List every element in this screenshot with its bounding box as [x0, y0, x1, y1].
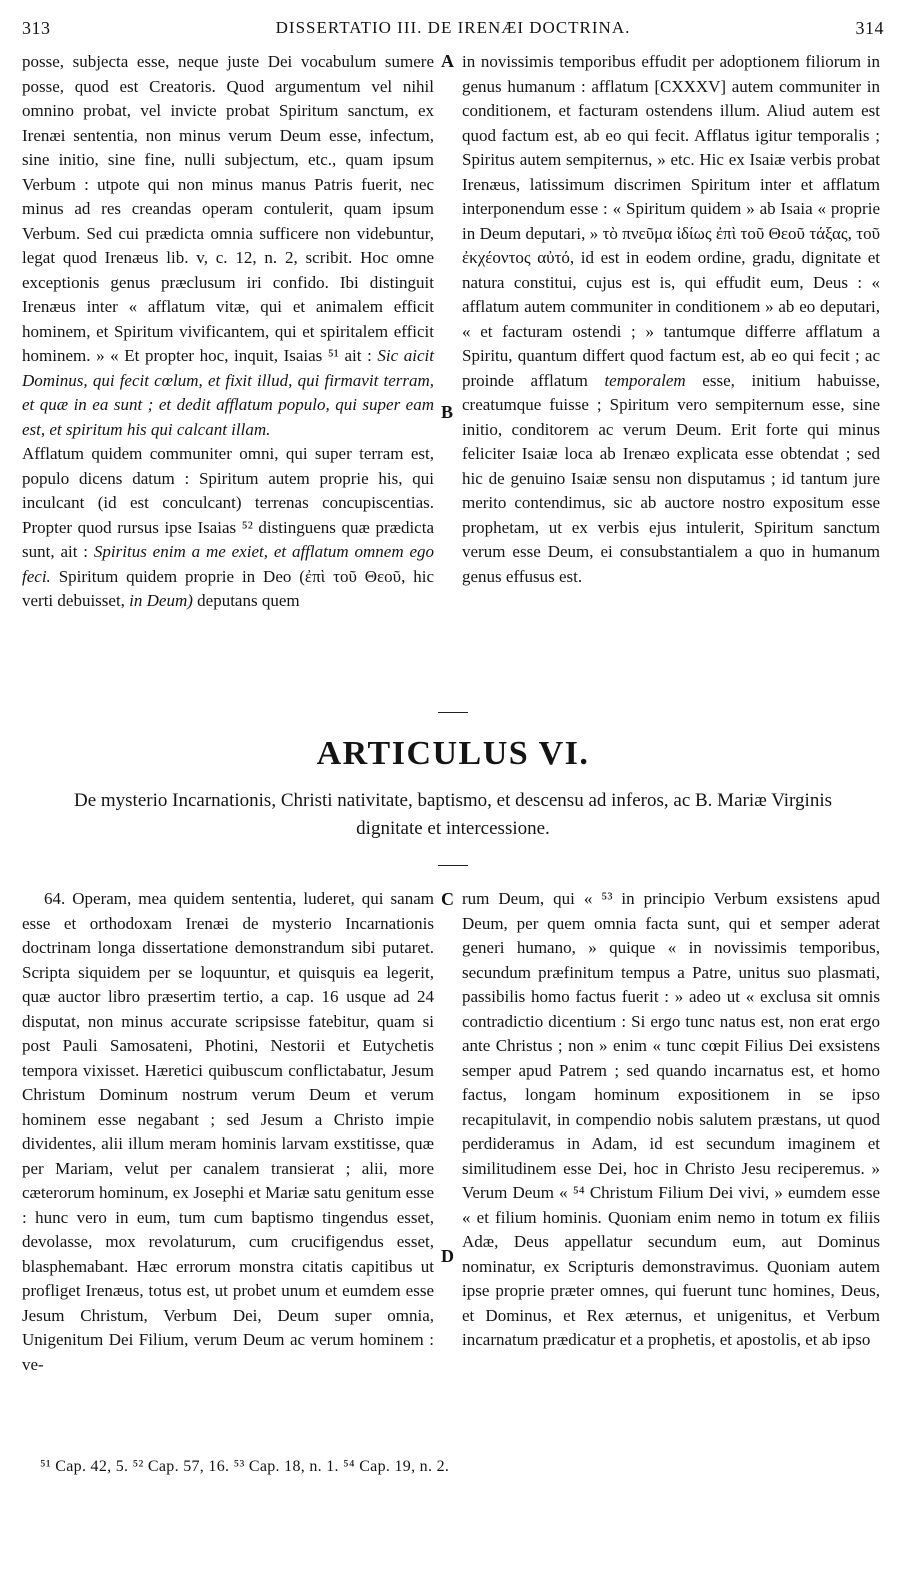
paragraph: Afflatum quidem communiter omni, qui super terram est, populo dicens datum : Spiritum autem proprie his, qui inculcant (id est conculcant) terrenas concupiscentias. Propter quod rursus ipse Isaias ⁵² distinguens quæ prædicta sunt, ait : Spiritus enim a me exiet, et afflatum omnem ego feci. Spiritum quidem proprie in Deo (ἐπὶ τοῦ Θεοῦ, hic verti debuisset, in Deum) deputans quem: [22, 444, 434, 610]
paragraph: rum Deum, qui « ⁵³ in principio Verbum exsistens apud Deum, per quem omnia facta sunt, qui et semper aderat generi humano, » quique « in novissimis temporibus, secundum præfinitum tempus a Patre, unitus suo plasmati, passibilis homo factus fuerit : » adeo ut « exclusa sit omnis contradictio dicentium : Si ergo tunc natus est, non erat ergo ante Christus ; non » enim « tunc cœpit Filius Dei exsistens semper apud Patrem ; sed quando incarnatus est, et homo factus, longam hominum expositionem in se ipso recapitulavit, in compendio nobis salutem præstans, ut quod perdideramus in Adam, id est secundum imaginem et similitudinem esse Dei, hoc in Christo Jesu reciperemus. » Verum Deum « ⁵⁴ Christum Filium Dei vivi, » eumdem esse « et filium hominis. Quoniam enim nemo in totum ex filiis Adæ, Deus appellatur secundum eum, aut Dominus nominatur, ex Scripturis demonstravimus. Quoniam autem ipse proprie præter omnes, qui fuerunt tunc homines, Deus, et Dominus, et Rex æternus, et unigenitus, et Verbum incarnatum prædicatur et a prophetis, et apostolis, et ab ipso: [462, 889, 880, 1349]
column-left-top: [22, 50, 434, 614]
running-title: DISSERTATIO III. DE IRENÆI DOCTRINA.: [275, 18, 631, 37]
footnotes: ⁵¹ Cap. 42, 5. ⁵² Cap. 57, 16. ⁵³ Cap. 18, n. 1. ⁵⁴ Cap. 19, n. 2.: [40, 1458, 450, 1475]
running-header: [22, 18, 884, 44]
column-right-top: [462, 50, 880, 589]
column-marker-c: C: [441, 889, 454, 909]
section-divider: [438, 865, 468, 866]
column-marker-a: A: [441, 51, 454, 71]
column-left-bottom: [22, 887, 434, 1377]
article-subtitle: De mysterio Incarnationis, Christi nativitate, baptismo, et descensu ad inferos, ac B. Mariæ Virginis dignitate et intercessione.: [73, 790, 832, 839]
column-marker-b: B: [441, 402, 454, 422]
paragraph: in novissimis temporibus effudit per adoptionem filiorum in genus humanum : afflatum [CXXXV] autem communiter in conditionem, et facturam ostendens illum. Aliud autem est quod factum est, ab eo qui fecit. Afflatus igitur temporalis ; Spiritus autem sempiternus, » etc. Hic ex Isaiæ verbis probat Irenæus, latissimum discrimen Spiritum inter et afflatum interponendum esse : « Spiritum quidem » ab Isaia « proprie in Deum deputari, » τὸ πνεῦμα ἰδίως ἐπὶ τοῦ Θεοῦ τάξας, τοῦ ἐκχέοντος αὐτό, id est in eodem ordine, gradu, dignitate et natura constitui, cujus est is, qui effudit eum, Deus : « afflatum autem communiter in conditionem » ab eo deputari, « et facturam ostendi ; » tantumque differre afflatum a Spiritu, quantum differt quod factum est, ab eo qui fecit ; ac proinde afflatum temporalem esse, initium habuisse, creatumque fuisse ; Spiritum vero sempiternum esse, sine initio, conditorem ac verum Deum. Erit forte qui minus feliciter Isaiæ loca ab Irenæo explicata esse obtendat ; sed hic de genuino Isaiæ sensu non disputamus ; id tantum jure merito contendimus, sic ab auctore nostro expositum esse prophetam, ut ex verbis ejus intulerit, Spiritum sanctum verum esse Deum, ei consubstantialem a quo in humanum genus effusus est.: [462, 52, 881, 586]
paragraph: posse, subjecta esse, neque juste Dei vocabulum sumere posse, quod est Creatoris. Quod argumentum vel nihil omnino probat, vel invicte probat Spiritum sanctum, ex Irenæi sententia, non minus verum Deum esse, infectum, sine initio, sine fine, nulli subjectum, etc., quam ipsum Verbum : utpote qui non minus manus Patris fuerit, nec minus ad res creandas operam contulerit, quam ipsum Verbum. Sed cui prædicta omnia sufficere non videbuntur, legat quod Irenæus lib. v, c. 12, n. 2, scribit. Hoc omne exceptionis genus præclusum iri confido. Ibi distinguit Irenæus inter « afflatum vitæ, qui et animalem efficit hominem, et Spiritum vivificantem, qui et spiritalem efficit hominem. » « Et propter hoc, inquit, Isaias ⁵¹ ait : Sic aicit Dominus, qui fecit cœlum, et fixit illud, qui firmavit terram, et quæ in ea sunt ; et dedit afflatum populo, qui super eam est, et spiritum his qui calcant illam.: [22, 52, 435, 439]
paragraph: 64. Operam, mea quidem sententia, luderet, qui sanam esse et orthodoxam Irenæi de mysterio Incarnationis doctrinam longa dissertatione demonstrandum sibi putaret. Scripta siquidem per se loquuntur, et quisquis ea legerit, quæ auctor libro præsertim tertio, a cap. 16 usque ad 24 disputat, non minus accurate scripsisse fatebitur, quam si post Pauli Samosateni, Photini, Nestorii et Eutychetis tempora vixisset. Hæretici quibuscum conflictabatur, Jesum Christum Dominum nostrum verum Deum et verum hominem esse negabant ; sed Jesum a Christo impie dividentes, alii illum meram hominis larvam exstitisse, quæ per Mariam, velut per canalem transierat ; alii, more cæterorum hominum, ex Josephi et Mariæ satu genitum esse : hunc vero in eum, tum cum baptismo tingendus esset, devolasse, mox revolaturum, cum crucifigendus esset, blasphemabant. Hæc errorum monstra citatis capitibus ut profliget Irenæus, totus est, ut probet unum et eumdem esse Jesum Christum, Verbum Dei, Deum super omnia, Unigenitum Dei Filium, verum Deum ac verum hominem : ve-: [22, 889, 434, 1374]
column-marker-d: D: [441, 1246, 454, 1266]
column-right-bottom: [462, 887, 880, 1353]
page-number-left: 313: [22, 18, 51, 38]
page-number-right: 314: [855, 18, 884, 38]
section-divider: [438, 712, 468, 713]
article-title: ARTICULUS VI.: [316, 735, 590, 772]
